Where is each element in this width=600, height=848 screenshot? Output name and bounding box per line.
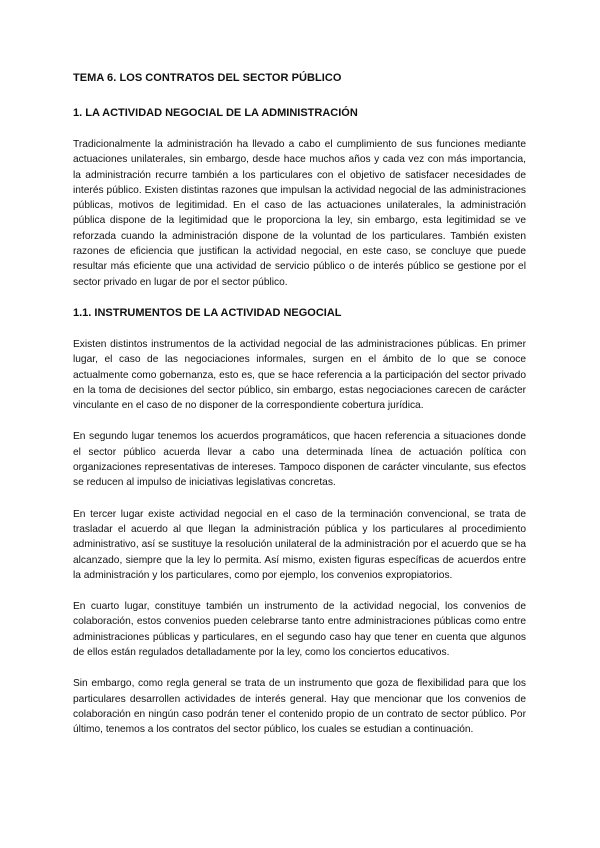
paragraph: En tercer lugar existe actividad negocial en el caso de la terminación convencional, se trata de trasladar el acuerdo al que llegan la administración pública y los particulares al procedimiento administrativo, así se sustituye la resolución unilateral de la administración por el acuerdo que se ha alcanzado, siempre que la ley lo permita. Así mismo, existen figuras específicas de acuerdos entre la administración y los particulares, como por ejemplo, los convenios expropiatorios.	[73, 508, 526, 581]
section-heading-actividad-negocial: 1. LA ACTIVIDAD NEGOCIAL DE LA ADMINISTRACIÓN	[73, 107, 358, 119]
paragraph: Tradicionalmente la administración ha llevado a cabo el cumplimiento de sus funciones mediante actuaciones unilaterales, sin embargo, desde hace muchos años y cada vez con más importancia, la administración recurre también a los particulares con el objetivo de satisfacer necesidades de interés público. Existen distintas razones que impulsan la actividad negocial de las administraciones públicas, motivos de legitimidad. En el caso de las actuaciones unilaterales, la administración pública dispone de la legitimidad que le proporciona la ley, sin embargo, esta legitimidad se ve reforzada cuando la administración dispone de la voluntad de los particulares. También existen razones de eficiencia que justifican la actividad negocial, en este caso, se concluye que puede resultar más eficiente que una actividad de servicio público o de interés público se gestione por el sector privado en lugar de por el sector público.	[73, 139, 526, 288]
section-heading-instrumentos: 1.1. INSTRUMENTOS DE LA ACTIVIDAD NEGOCIAL	[73, 306, 342, 319]
paragraph: Sin embargo, como regla general se trata de un instrumento que goza de flexibilidad para que los particulares desarrollen actividades de interés general. Hay que mencionar que los convenios de colaboración en ningún caso podrán tener el contenido propio de un contrato de sector público. Por último, tenemos a los contratos del sector público, los cuales se estudian a continuación.	[73, 678, 526, 736]
document-page	[73, 71, 526, 754]
paragraph: En segundo lugar tenemos los acuerdos programáticos, que hacen referencia a situaciones donde el sector público acuerda llevar a cabo una determinada línea de actuación política con organizaciones representativas de intereses. Tampoco disponen de carácter vinculante, sus efectos se reducen al impulso de iniciativas legislativas concretas.	[73, 431, 526, 489]
paragraph: Existen distintos instrumentos de la actividad negocial de las administraciones públicas. En primer lugar, el caso de las negociaciones informales, surgen en el ámbito de lo que se conoce actualmente como gobernanza, esto es, que se hace referencia a la participación del sector privado en la toma de decisiones del sector público, sin embargo, estas negociaciones carecen de carácter vinculante en el caso de no disponer de la correspondiente cobertura jurídica.	[73, 338, 526, 412]
document-title: TEMA 6. LOS CONTRATOS DEL SECTOR PÚBLICO	[73, 72, 342, 84]
paragraph: En cuarto lugar, constituye también un instrumento de la actividad negocial, los convenios de colaboración, estos convenios pueden celebrarse tanto entre administraciones públicas como entre administraciones públicas y particulares, en el segundo caso hay que tener en cuenta que algunos de ellos están regulados detalladamente por la ley, como los conciertos educativos.	[73, 601, 526, 659]
